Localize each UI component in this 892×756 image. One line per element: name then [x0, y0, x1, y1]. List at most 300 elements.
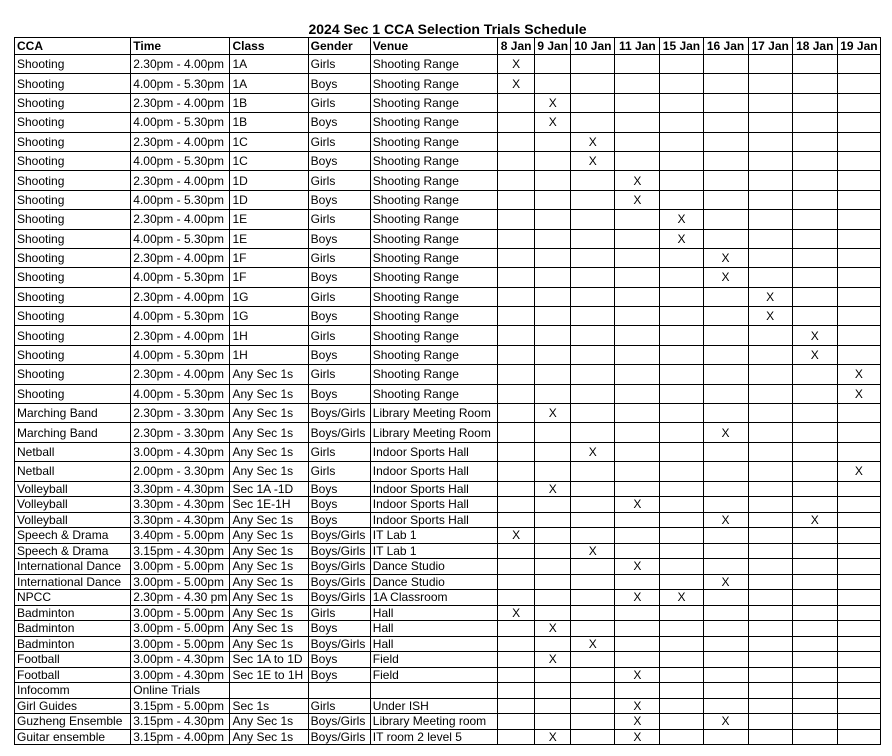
cell-trial-mark	[498, 384, 535, 403]
cell-trial-mark	[571, 683, 615, 699]
cell-trial-mark	[748, 365, 792, 384]
cell-trial-mark	[748, 345, 792, 364]
cell-gender: Boys	[308, 190, 370, 209]
cell-trial-mark	[792, 590, 837, 606]
cell-trial-mark	[837, 132, 880, 151]
cell-trial-mark	[660, 307, 703, 326]
cell-trial-mark: X	[615, 729, 660, 745]
cell-trial-mark	[571, 462, 615, 481]
cell-trial-mark	[571, 698, 615, 714]
cell-trial-mark	[660, 481, 703, 497]
cell-trial-mark	[615, 652, 660, 668]
cell-trial-mark	[837, 442, 880, 461]
cell-trial-mark	[535, 345, 571, 364]
cell-class: Any Sec 1s	[230, 574, 308, 590]
cell-venue: 1A Classroom	[370, 590, 497, 606]
cell-venue: Shooting Range	[370, 365, 497, 384]
table-row	[15, 113, 881, 132]
cell-trial-mark	[615, 528, 660, 544]
cell-trial-mark	[792, 229, 837, 248]
cell-trial-mark: X	[748, 287, 792, 306]
cell-trial-mark	[837, 404, 880, 423]
cell-time: 2.30pm - 4.00pm	[131, 55, 230, 74]
cell-trial-mark	[660, 543, 703, 559]
cell-cca: Volleyball	[15, 512, 131, 528]
cell-time: 4.00pm - 5.30pm	[131, 74, 230, 93]
cell-trial-mark	[703, 404, 748, 423]
cell-venue	[370, 683, 497, 699]
cell-trial-mark	[748, 497, 792, 513]
header-date: 9 Jan	[535, 38, 571, 55]
cell-trial-mark	[615, 74, 660, 93]
cell-trial-mark	[703, 528, 748, 544]
cell-class: Any Sec 1s	[230, 605, 308, 621]
cell-trial-mark	[837, 621, 880, 637]
page-title: 2024 Sec 1 CCA Selection Trials Schedule	[308, 21, 587, 37]
table-row	[15, 345, 881, 364]
cell-trial-mark	[748, 714, 792, 730]
cell-trial-mark: X	[535, 113, 571, 132]
cell-trial-mark	[748, 528, 792, 544]
cell-trial-mark	[615, 229, 660, 248]
cell-cca: Shooting	[15, 55, 131, 74]
header-date: 18 Jan	[792, 38, 837, 55]
cell-time: 3.00pm - 5.00pm	[131, 621, 230, 637]
cell-trial-mark	[748, 683, 792, 699]
cell-gender: Girls	[308, 93, 370, 112]
cell-trial-mark	[498, 559, 535, 575]
cell-class: Any Sec 1s	[230, 384, 308, 403]
cell-cca: Football	[15, 652, 131, 668]
cell-trial-mark	[703, 287, 748, 306]
cell-class: Sec 1A -1D	[230, 481, 308, 497]
cell-trial-mark: X	[498, 605, 535, 621]
cell-trial-mark: X	[498, 528, 535, 544]
cell-venue: IT Lab 1	[370, 543, 497, 559]
cell-cca: Girl Guides	[15, 698, 131, 714]
cell-trial-mark	[792, 683, 837, 699]
cell-gender: Boys/Girls	[308, 559, 370, 575]
cell-trial-mark	[498, 714, 535, 730]
cell-trial-mark	[571, 605, 615, 621]
cell-trial-mark: X	[571, 636, 615, 652]
cell-time: 3.00pm - 5.00pm	[131, 559, 230, 575]
cell-trial-mark	[792, 442, 837, 461]
cell-cca: International Dance	[15, 574, 131, 590]
cell-class: 1C	[230, 151, 308, 170]
cell-venue: Shooting Range	[370, 210, 497, 229]
cell-trial-mark: X	[535, 93, 571, 112]
cell-time: 4.00pm - 5.30pm	[131, 113, 230, 132]
cell-trial-mark: X	[703, 574, 748, 590]
cell-trial-mark	[615, 512, 660, 528]
cell-trial-mark	[837, 512, 880, 528]
cell-trial-mark	[535, 442, 571, 461]
cell-cca: International Dance	[15, 559, 131, 575]
cell-trial-mark	[748, 210, 792, 229]
cell-trial-mark	[535, 590, 571, 606]
cell-trial-mark	[792, 574, 837, 590]
cell-trial-mark	[660, 462, 703, 481]
cell-gender: Girls	[308, 605, 370, 621]
cell-class: Any Sec 1s	[230, 512, 308, 528]
cell-trial-mark	[792, 462, 837, 481]
cell-trial-mark	[660, 132, 703, 151]
cell-venue: Shooting Range	[370, 132, 497, 151]
cell-trial-mark	[703, 543, 748, 559]
cell-trial-mark	[748, 113, 792, 132]
cell-time: 2.30pm - 4.00pm	[131, 248, 230, 267]
cell-cca: Shooting	[15, 345, 131, 364]
cell-trial-mark	[703, 74, 748, 93]
cell-trial-mark	[703, 667, 748, 683]
cell-trial-mark	[571, 229, 615, 248]
cell-venue: Shooting Range	[370, 190, 497, 209]
cell-class: Any Sec 1s	[230, 559, 308, 575]
table-row	[15, 132, 881, 151]
cell-trial-mark	[535, 698, 571, 714]
cell-trial-mark	[837, 345, 880, 364]
cell-trial-mark	[792, 621, 837, 637]
header-gender: Gender	[308, 38, 370, 55]
cell-trial-mark	[660, 714, 703, 730]
cell-gender: Boys	[308, 74, 370, 93]
cell-gender: Boys	[308, 481, 370, 497]
cell-trial-mark	[792, 528, 837, 544]
cell-cca: Shooting	[15, 190, 131, 209]
cell-gender: Girls	[308, 326, 370, 345]
cell-cca: Guzheng Ensemble	[15, 714, 131, 730]
cell-trial-mark	[615, 683, 660, 699]
cell-trial-mark	[615, 543, 660, 559]
table-row	[15, 543, 881, 559]
cell-gender: Girls	[308, 462, 370, 481]
cell-gender: Girls	[308, 248, 370, 267]
cell-trial-mark	[660, 652, 703, 668]
table-row	[15, 497, 881, 513]
cell-trial-mark	[837, 652, 880, 668]
cell-trial-mark	[748, 190, 792, 209]
cell-trial-mark	[660, 248, 703, 267]
cell-trial-mark	[660, 345, 703, 364]
cell-class: Any Sec 1s	[230, 423, 308, 442]
cell-trial-mark	[837, 497, 880, 513]
cell-trial-mark	[660, 326, 703, 345]
cell-time: 4.00pm - 5.30pm	[131, 268, 230, 287]
table-row	[15, 307, 881, 326]
cell-trial-mark	[837, 574, 880, 590]
cell-class: Sec 1s	[230, 698, 308, 714]
cell-trial-mark	[837, 559, 880, 575]
cell-trial-mark	[535, 512, 571, 528]
cell-trial-mark	[660, 605, 703, 621]
cell-trial-mark	[837, 93, 880, 112]
cell-venue: Shooting Range	[370, 384, 497, 403]
cell-time: 2.00pm - 3.30pm	[131, 462, 230, 481]
cell-gender: Boys/Girls	[308, 528, 370, 544]
cell-trial-mark	[615, 268, 660, 287]
cell-trial-mark	[660, 171, 703, 190]
cell-class: Any Sec 1s	[230, 404, 308, 423]
cell-trial-mark	[498, 113, 535, 132]
cell-trial-mark	[837, 113, 880, 132]
cell-trial-mark	[615, 113, 660, 132]
cell-trial-mark	[660, 268, 703, 287]
header-class: Class	[230, 38, 308, 55]
cell-trial-mark	[615, 287, 660, 306]
cell-trial-mark	[571, 574, 615, 590]
cell-venue: Shooting Range	[370, 171, 497, 190]
cell-trial-mark	[535, 423, 571, 442]
cell-trial-mark	[837, 590, 880, 606]
cell-trial-mark	[615, 404, 660, 423]
cell-trial-mark: X	[615, 497, 660, 513]
cell-trial-mark	[660, 729, 703, 745]
cell-trial-mark: X	[615, 190, 660, 209]
cell-trial-mark: X	[615, 698, 660, 714]
cell-trial-mark	[615, 210, 660, 229]
cell-trial-mark	[571, 621, 615, 637]
cell-trial-mark: X	[660, 210, 703, 229]
cell-trial-mark	[498, 442, 535, 461]
cell-trial-mark	[837, 714, 880, 730]
cell-trial-mark	[535, 497, 571, 513]
cell-gender: Girls	[308, 132, 370, 151]
cell-trial-mark	[792, 636, 837, 652]
cell-gender: Boys	[308, 229, 370, 248]
table-row	[15, 590, 881, 606]
cell-trial-mark	[703, 636, 748, 652]
cell-time: 2.30pm - 4.30 pm	[131, 590, 230, 606]
table-row	[15, 74, 881, 93]
cell-time: 2.30pm - 4.00pm	[131, 326, 230, 345]
cell-time: 3.00pm - 5.00pm	[131, 636, 230, 652]
cell-time: 4.00pm - 5.30pm	[131, 307, 230, 326]
cell-venue: Indoor Sports Hall	[370, 512, 497, 528]
cell-cca: Badminton	[15, 621, 131, 637]
cell-trial-mark	[535, 132, 571, 151]
cell-trial-mark	[792, 171, 837, 190]
cell-venue: Indoor Sports Hall	[370, 481, 497, 497]
cell-time: 3.15pm - 5.00pm	[131, 698, 230, 714]
table-row	[15, 621, 881, 637]
table-row	[15, 404, 881, 423]
cell-trial-mark	[498, 462, 535, 481]
cell-trial-mark	[748, 574, 792, 590]
header-row	[15, 38, 881, 55]
cell-trial-mark	[535, 326, 571, 345]
cell-trial-mark	[660, 74, 703, 93]
cell-class: Any Sec 1s	[230, 528, 308, 544]
cell-trial-mark	[837, 543, 880, 559]
cell-trial-mark	[615, 307, 660, 326]
cell-trial-mark	[703, 113, 748, 132]
cell-venue: Library Meeting Room	[370, 404, 497, 423]
cell-trial-mark	[615, 462, 660, 481]
cell-gender: Boys	[308, 667, 370, 683]
cell-time: 3.40pm - 5.00pm	[131, 528, 230, 544]
cell-cca: Shooting	[15, 171, 131, 190]
cell-trial-mark	[535, 248, 571, 267]
table-row	[15, 667, 881, 683]
table-row	[15, 698, 881, 714]
cell-time: 3.30pm - 4.30pm	[131, 481, 230, 497]
cell-trial-mark: X	[703, 512, 748, 528]
cell-trial-mark	[748, 229, 792, 248]
cell-trial-mark	[571, 365, 615, 384]
table-row	[15, 287, 881, 306]
table-row	[15, 683, 881, 699]
table-row	[15, 190, 881, 209]
cell-trial-mark	[837, 683, 880, 699]
table-row	[15, 605, 881, 621]
cell-class: 1D	[230, 171, 308, 190]
cell-class: 1A	[230, 55, 308, 74]
cell-trial-mark	[792, 652, 837, 668]
cell-venue: Shooting Range	[370, 113, 497, 132]
table-row	[15, 512, 881, 528]
cell-trial-mark	[792, 605, 837, 621]
cell-trial-mark	[703, 729, 748, 745]
cell-trial-mark	[792, 365, 837, 384]
header-date: 16 Jan	[703, 38, 748, 55]
cell-cca: Marching Band	[15, 404, 131, 423]
cell-trial-mark: X	[615, 714, 660, 730]
cell-trial-mark	[498, 423, 535, 442]
header-venue: Venue	[370, 38, 497, 55]
cell-trial-mark	[660, 55, 703, 74]
cell-trial-mark	[615, 442, 660, 461]
cell-venue: Shooting Range	[370, 55, 497, 74]
cell-trial-mark	[535, 365, 571, 384]
cell-trial-mark	[498, 512, 535, 528]
cell-trial-mark: X	[660, 229, 703, 248]
cell-trial-mark	[792, 481, 837, 497]
cell-trial-mark	[498, 132, 535, 151]
cell-trial-mark	[571, 667, 615, 683]
cell-venue: Shooting Range	[370, 93, 497, 112]
cell-trial-mark	[498, 574, 535, 590]
cell-venue: Field	[370, 652, 497, 668]
cell-trial-mark	[748, 74, 792, 93]
cell-venue: Shooting Range	[370, 268, 497, 287]
cell-trial-mark	[792, 132, 837, 151]
schedule-body	[15, 55, 881, 745]
cell-time: 4.00pm - 5.30pm	[131, 151, 230, 170]
cell-trial-mark	[535, 574, 571, 590]
cell-trial-mark	[498, 326, 535, 345]
cell-trial-mark	[837, 605, 880, 621]
cell-trial-mark	[837, 55, 880, 74]
cell-trial-mark	[792, 729, 837, 745]
cell-trial-mark	[703, 55, 748, 74]
table-row	[15, 574, 881, 590]
cell-trial-mark	[571, 74, 615, 93]
cell-time: 2.30pm - 4.00pm	[131, 287, 230, 306]
cell-trial-mark	[615, 481, 660, 497]
cell-trial-mark: X	[792, 326, 837, 345]
cell-cca: Shooting	[15, 248, 131, 267]
cell-trial-mark	[837, 729, 880, 745]
cell-trial-mark	[660, 365, 703, 384]
cell-trial-mark	[498, 190, 535, 209]
cell-trial-mark	[498, 307, 535, 326]
cell-trial-mark	[498, 543, 535, 559]
table-row	[15, 652, 881, 668]
cell-trial-mark	[837, 151, 880, 170]
cell-trial-mark	[498, 497, 535, 513]
cell-trial-mark	[748, 93, 792, 112]
cell-gender: Boys	[308, 268, 370, 287]
cell-trial-mark	[703, 210, 748, 229]
cell-cca: Shooting	[15, 384, 131, 403]
cell-gender: Boys	[308, 384, 370, 403]
cell-class: Sec 1A to 1D	[230, 652, 308, 668]
cell-trial-mark	[535, 287, 571, 306]
cell-trial-mark	[703, 652, 748, 668]
cell-trial-mark	[660, 497, 703, 513]
cell-trial-mark	[837, 229, 880, 248]
cell-trial-mark	[837, 698, 880, 714]
cell-trial-mark	[498, 698, 535, 714]
cell-cca: Shooting	[15, 151, 131, 170]
cell-trial-mark	[703, 683, 748, 699]
cell-trial-mark	[660, 512, 703, 528]
cell-trial-mark: X	[571, 132, 615, 151]
cell-trial-mark	[837, 667, 880, 683]
cell-trial-mark	[571, 590, 615, 606]
cell-trial-mark	[792, 714, 837, 730]
cell-cca: Badminton	[15, 636, 131, 652]
cell-cca: Guitar ensemble	[15, 729, 131, 745]
cell-trial-mark	[535, 543, 571, 559]
cell-trial-mark	[837, 74, 880, 93]
cell-trial-mark	[792, 287, 837, 306]
cell-cca: Shooting	[15, 326, 131, 345]
cell-trial-mark	[571, 171, 615, 190]
cell-trial-mark: X	[837, 365, 880, 384]
table-row	[15, 248, 881, 267]
cell-trial-mark	[615, 574, 660, 590]
cell-class: 1B	[230, 113, 308, 132]
cell-trial-mark	[837, 326, 880, 345]
cell-trial-mark	[615, 151, 660, 170]
cell-time: 4.00pm - 5.30pm	[131, 384, 230, 403]
table-row	[15, 171, 881, 190]
cell-cca: Speech & Drama	[15, 528, 131, 544]
cell-time: 3.00pm - 4.30pm	[131, 652, 230, 668]
table-row	[15, 365, 881, 384]
cell-trial-mark	[660, 636, 703, 652]
cell-venue: Shooting Range	[370, 151, 497, 170]
cell-gender: Boys	[308, 621, 370, 637]
cell-trial-mark	[615, 326, 660, 345]
cell-trial-mark	[615, 365, 660, 384]
cell-class: 1G	[230, 287, 308, 306]
header-date: 10 Jan	[571, 38, 615, 55]
cell-trial-mark	[571, 326, 615, 345]
cell-class: Sec 1E to 1H	[230, 667, 308, 683]
cell-trial-mark	[792, 268, 837, 287]
cell-trial-mark	[535, 605, 571, 621]
cell-venue: Shooting Range	[370, 307, 497, 326]
cell-trial-mark	[748, 636, 792, 652]
cell-trial-mark	[837, 248, 880, 267]
cell-trial-mark	[498, 667, 535, 683]
cell-cca: Shooting	[15, 113, 131, 132]
cell-gender: Boys	[308, 307, 370, 326]
cell-cca: Infocomm	[15, 683, 131, 699]
